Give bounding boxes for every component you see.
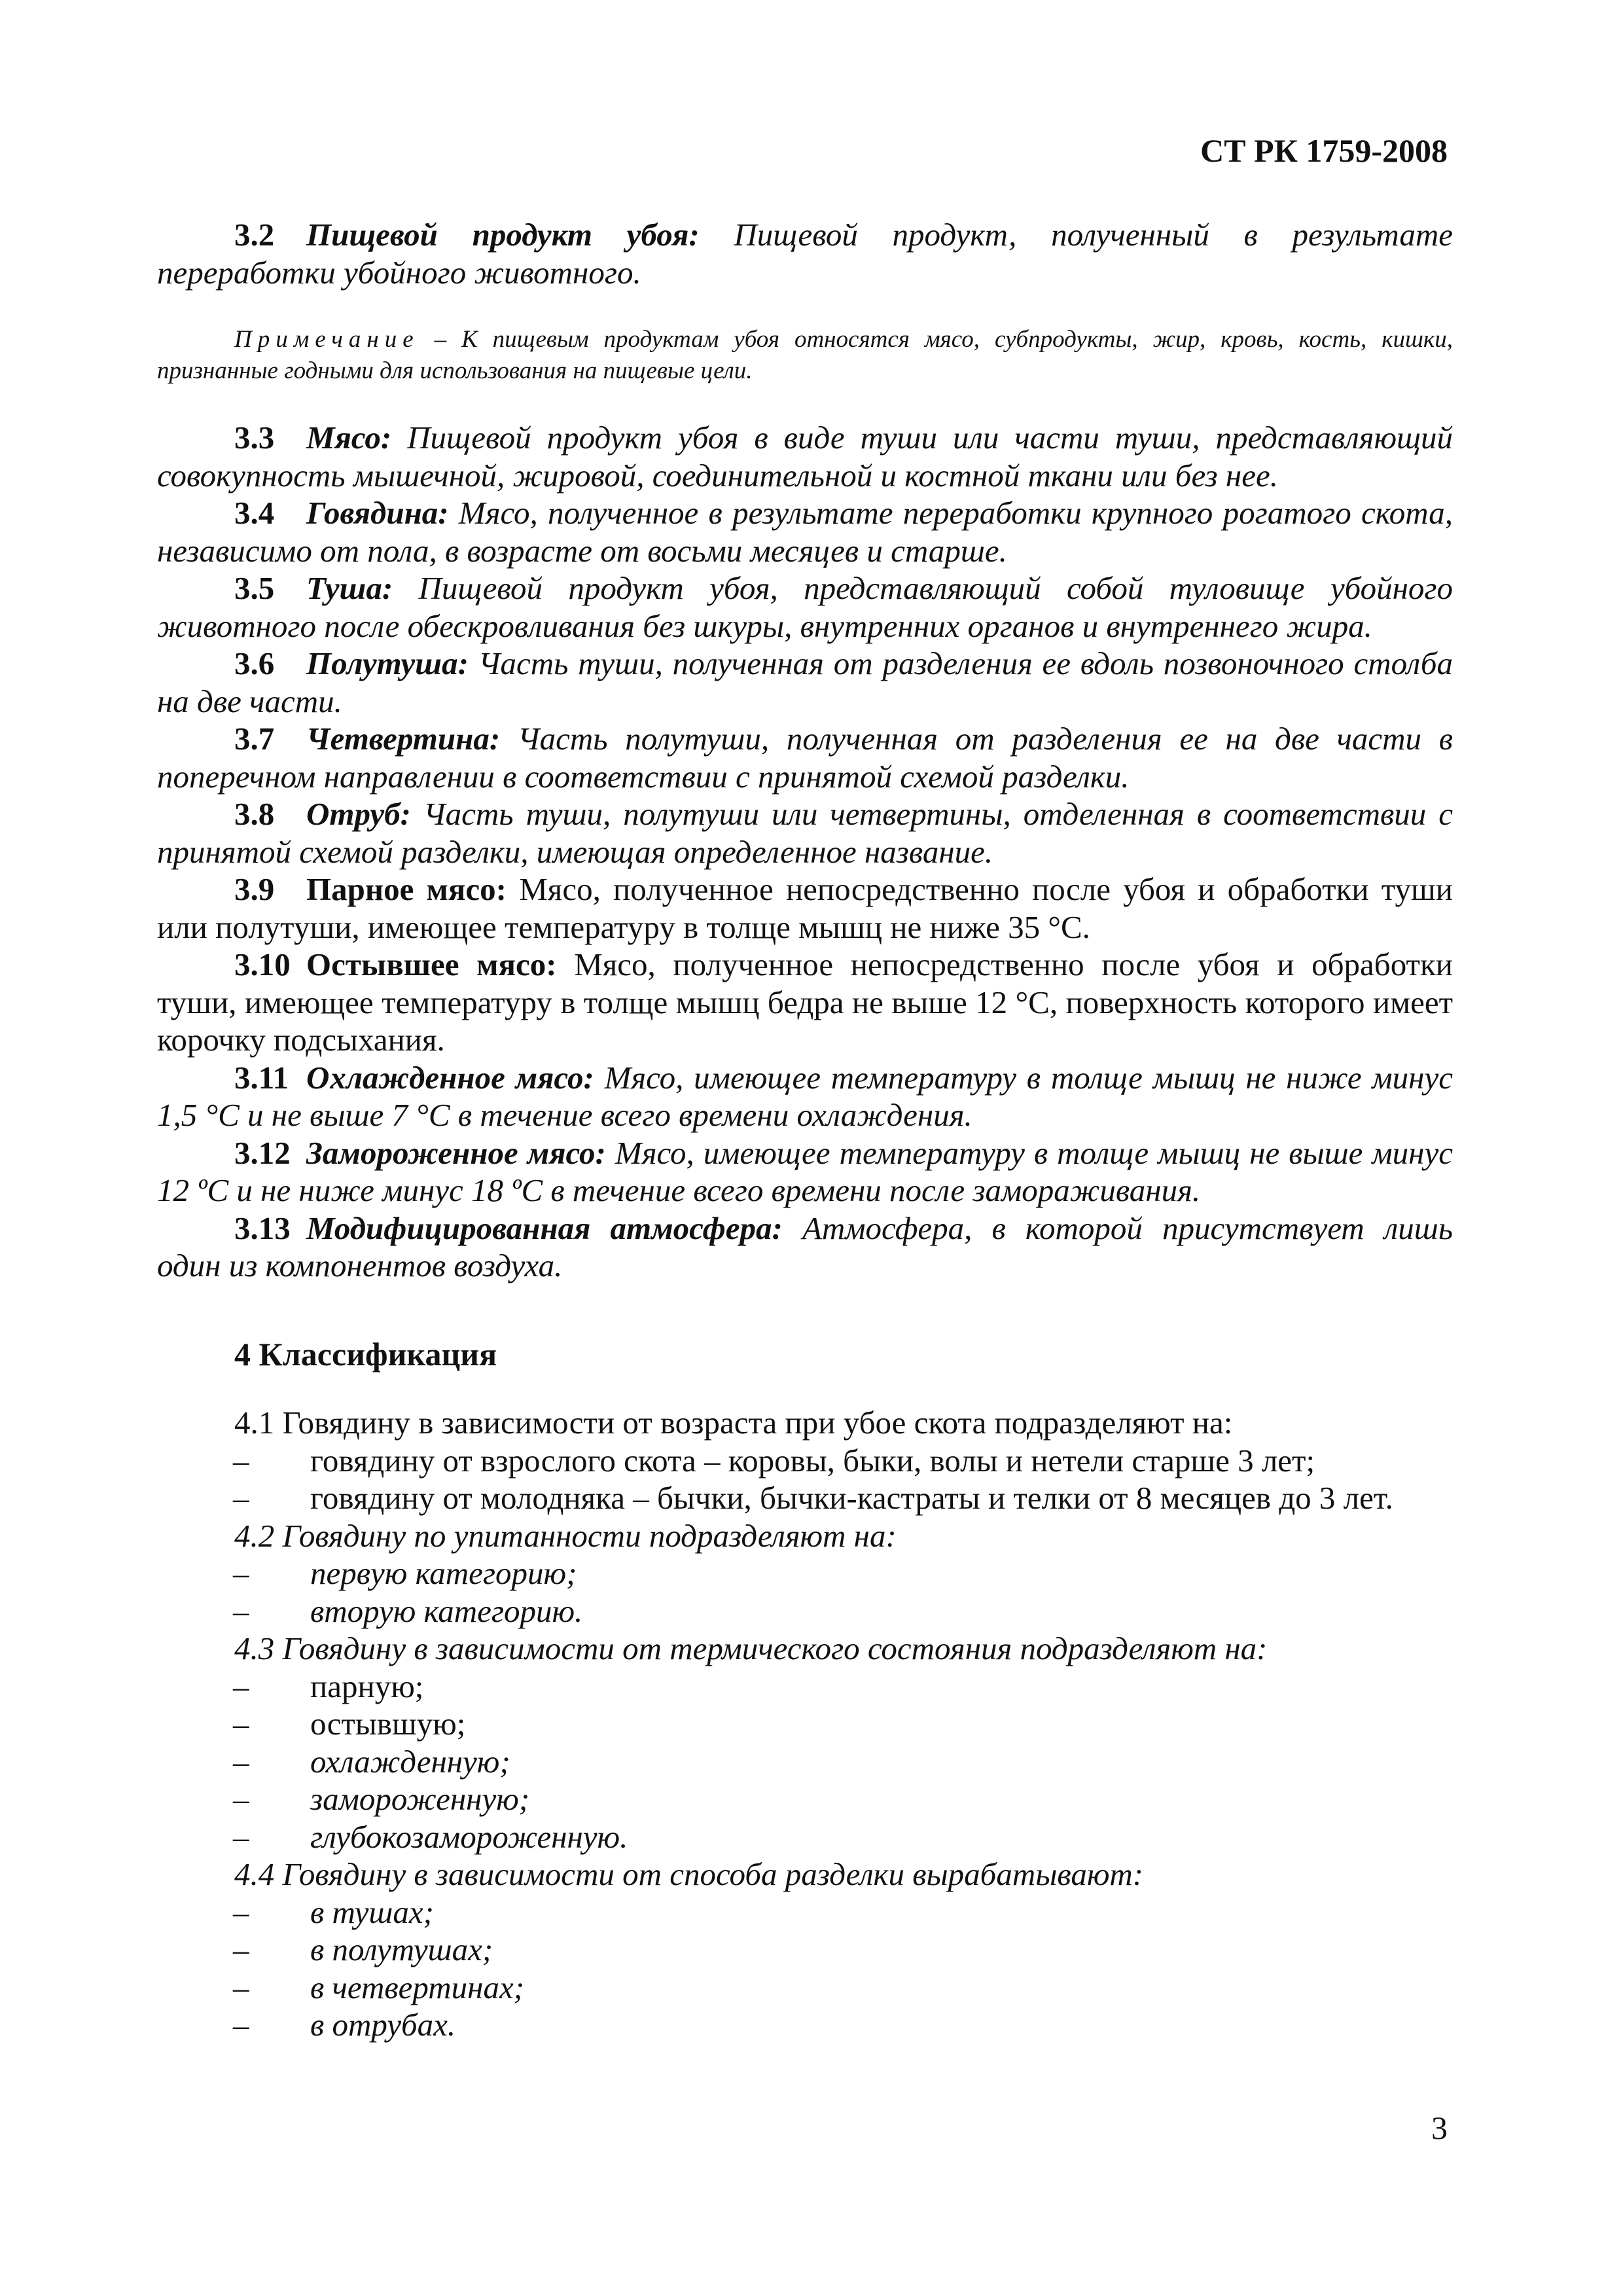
- list-item-text: вторую категорию.: [310, 1592, 583, 1629]
- list-item: [233, 1931, 1478, 1969]
- section-heading: 4 Классификация: [234, 1336, 497, 1372]
- definition-number: 3.6: [234, 645, 275, 681]
- list-item: [233, 1554, 1478, 1592]
- dash-bullet: –: [233, 1668, 249, 1704]
- list-item: [233, 1780, 1478, 1818]
- dash-bullet: –: [233, 1781, 249, 1817]
- definition-number: 3.12: [234, 1134, 291, 1171]
- list-item-text: замороженную;: [310, 1781, 530, 1817]
- document-code: СТ РК 1759-2008: [1200, 132, 1448, 169]
- dash-bullet: –: [233, 1743, 249, 1780]
- list-item: [233, 1479, 1478, 1517]
- list-item-text: первую категорию;: [310, 1555, 577, 1591]
- definition-3-4: [157, 494, 1453, 569]
- definition-number: 3.7: [234, 721, 275, 757]
- definition-text: Часть полутуши, полученная от разделения ее на две части в поперечном направлении в соответствии с принятой схемой разделки.: [157, 721, 1453, 795]
- definition-number: 3.3: [234, 420, 275, 456]
- definition-number: 3.11: [234, 1059, 289, 1096]
- definition-term: Туша:: [306, 570, 393, 606]
- definition-paragraph: [157, 216, 1453, 291]
- definition-text: Мясо, полученное непосредственно после убоя и обработки туши, имеющее температуру в толще мышц бедра не выше 12 °С, поверхность которого имеет корочку подсыхания.: [157, 946, 1454, 1058]
- list-item-text: в четвертинах;: [310, 1969, 525, 2005]
- list-item: [233, 1705, 1478, 1743]
- definition-number: 3.9: [234, 871, 275, 907]
- clause-4-3: 4.3 Говядину в зависимости от термического состояния подразделяют на:: [234, 1630, 1268, 1666]
- definition-term: Остывшее мясо:: [306, 946, 557, 982]
- definition-term: Модифицированная атмосфера:: [306, 1210, 783, 1246]
- definition-number: 3.8: [234, 796, 275, 832]
- list-item: [233, 1668, 1478, 1706]
- definition-text: Мясо, имеющее температуру в толще мышц не выше минус 12 ºС и не ниже минус 18 ºС в течение всего времени после замораживания.: [157, 1134, 1453, 1208]
- definition-number: 3.5: [234, 570, 275, 606]
- dash-bullet: –: [233, 1893, 249, 1930]
- list-item: [233, 1592, 1478, 1630]
- definition-term: Отруб:: [306, 796, 411, 832]
- dash-bullet: –: [233, 1818, 249, 1855]
- definition-3-9: [157, 870, 1453, 946]
- clause-4-4: 4.4 Говядину в зависимости от способа разделки вырабатывают:: [234, 1856, 1144, 1892]
- dash-bullet: –: [233, 1480, 249, 1516]
- list-item-text: остывшую;: [310, 1706, 466, 1742]
- definitions-list: [157, 419, 1453, 1285]
- list-item-text: в полутушах;: [310, 1931, 493, 1967]
- definition-term: Пищевой продукт убоя:: [306, 217, 700, 253]
- list-item: [233, 2006, 1478, 2044]
- list-item-text: в тушах;: [310, 1893, 434, 1930]
- definition-3-12: [157, 1134, 1453, 1210]
- list-item: [233, 1818, 1478, 1856]
- list-item: [233, 1743, 1478, 1781]
- list-item: [233, 1893, 1478, 1931]
- definition-text: Пищевой продукт убоя, представляющий собой туловище убойного животного после обескровливания без шкуры, внутренних органов и внутреннего жира.: [157, 570, 1453, 644]
- definition-text: Атмосфера, в которой присутствует лишь один из компонентов воздуха.: [157, 1210, 1453, 1283]
- definition-number: 3.4: [234, 495, 275, 531]
- definition-number: 3.10: [234, 946, 291, 982]
- definition-3-2: [157, 216, 1453, 291]
- list-item-text: говядину от взрослого скота – коровы, быки, волы и нетели старше 3 лет;: [310, 1442, 1315, 1479]
- definition-3-8: [157, 795, 1453, 870]
- definition-term: Мясо:: [306, 420, 392, 456]
- list-item: [233, 1442, 1478, 1480]
- definition-text: Пищевой продукт, полученный в результате переработки убойного животного.: [157, 217, 1453, 291]
- definition-3-10: [157, 946, 1453, 1059]
- definition-number: 3.2: [234, 217, 275, 253]
- definition-3-5: [157, 569, 1453, 645]
- definition-term: Парное мясо:: [306, 871, 507, 907]
- definition-3-13: [157, 1210, 1453, 1285]
- clause-4-1: 4.1 Говядину в зависимости от возраста при убое скота подразделяют на:: [234, 1405, 1233, 1441]
- list-item: [233, 1969, 1478, 2007]
- definition-3-7: [157, 720, 1453, 795]
- page-number: 3: [1431, 2109, 1448, 2146]
- definition-number: 3.13: [234, 1210, 291, 1246]
- definition-text: Часть туши, полутуши или четвертины, отделенная в соответствии с принятой схемой разделки, имеющая определенное название.: [157, 796, 1453, 870]
- dash-bullet: –: [233, 1969, 249, 2005]
- note-label: Примечание: [234, 326, 419, 353]
- definition-text: Мясо, полученное непосредственно после убоя и обработки туши или полутуши, имеющее температуру в толще мышц не ниже 35 °С.: [157, 871, 1453, 945]
- note-block: [157, 324, 1453, 387]
- dash-bullet: –: [233, 1442, 249, 1479]
- classification-list: [234, 1404, 1478, 2044]
- definition-text: Мясо, полученное в результате переработки крупного рогатого скота, независимо от пола, в возрасте от восьми месяцев и старше.: [157, 495, 1453, 569]
- definition-term: Замороженное мясо:: [306, 1134, 606, 1171]
- list-item-text: парную;: [310, 1668, 424, 1704]
- dash-bullet: –: [233, 1592, 249, 1629]
- definition-term: Полутуша:: [306, 645, 469, 681]
- definition-term: Четвертина:: [306, 721, 501, 757]
- dash-bullet: –: [233, 1555, 249, 1591]
- definition-text: Мясо, имеющее температуру в толще мышц не ниже минус 1,5 °С и не выше 7 °С в течение всего времени охлаждения.: [157, 1059, 1453, 1133]
- dash-bullet: –: [233, 1931, 249, 1967]
- definition-3-3: [157, 419, 1453, 494]
- dash-bullet: –: [233, 1706, 249, 1742]
- list-item-text: глубокозамороженную.: [310, 1818, 628, 1855]
- note-text: – К пищевым продуктам убоя относятся мясо, субпродукты, жир, кровь, кость, кишки, признанные годными для использования на пищевые цели.: [157, 326, 1453, 384]
- definition-3-11: [157, 1059, 1453, 1134]
- dash-bullet: –: [233, 2007, 249, 2043]
- list-item-text: охлажденную;: [310, 1743, 510, 1780]
- definition-term: Охлажденное мясо:: [306, 1059, 594, 1096]
- definition-text: Пищевой продукт убоя в виде туши или части туши, представляющий совокупность мышечной, жировой, соединительной и костной ткани или без нее.: [157, 420, 1453, 493]
- list-item-text: говядину от молодняка – бычки, бычки-кастраты и телки от 8 месяцев до 3 лет.: [310, 1480, 1393, 1516]
- definition-term: Говядина:: [306, 495, 449, 531]
- list-item-text: в отрубах.: [310, 2007, 456, 2043]
- definition-text: Часть туши, полученная от разделения ее вдоль позвоночного столба на две части.: [157, 645, 1453, 719]
- clause-4-2: 4.2 Говядину по упитанности подразделяют на:: [234, 1517, 897, 1554]
- definition-3-6: [157, 645, 1453, 720]
